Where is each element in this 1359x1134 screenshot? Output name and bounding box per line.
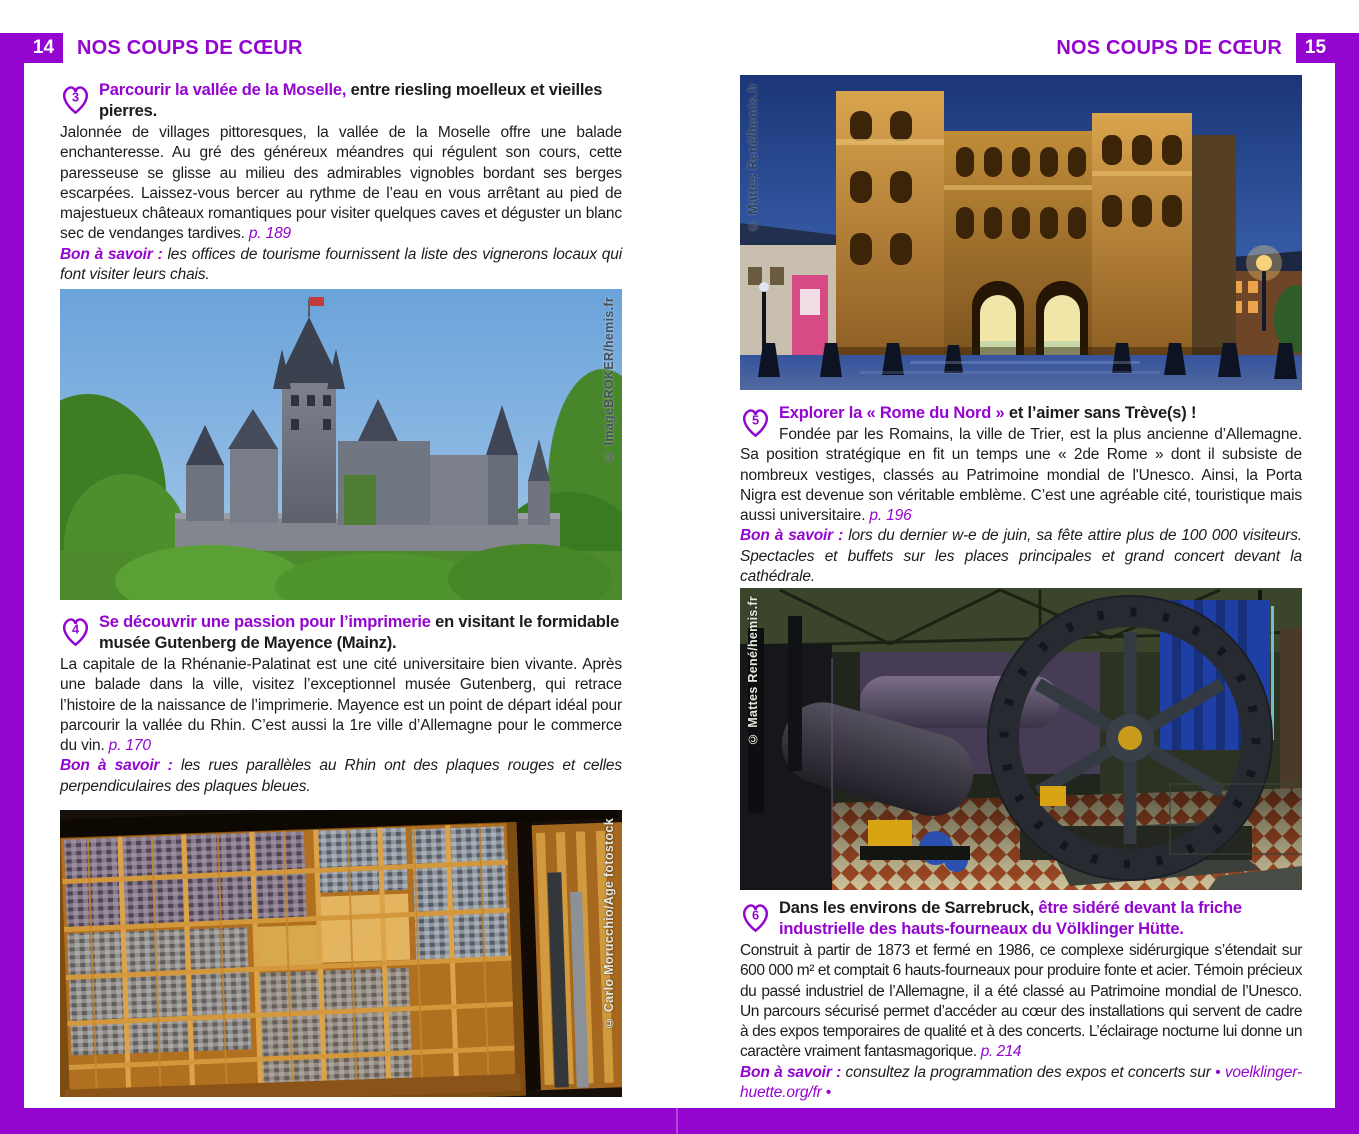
svg-text:4: 4 xyxy=(71,621,80,637)
item-5-title: Explorer la « Rome du Nord » et l’aimer sans Trève(s) ! xyxy=(779,404,1197,422)
porta-nigra-illustration xyxy=(740,75,1302,390)
item-5-tip: Bon à savoir : lors du dernier w-e de juin, sa fête attire plus de 100 000 visiteurs. Spectacles et buffets sur les places principales et grand concert devant la cathédrale. xyxy=(740,527,1302,586)
left-margin-bar xyxy=(0,33,24,1134)
item-4-tip: Bon à savoir : les rues parallèles au Rhin ont des plaques rouges et celles perpendiculaires des plaques bleues. xyxy=(60,757,622,795)
svg-text:5: 5 xyxy=(751,412,760,428)
page-number-left: 14 xyxy=(24,33,63,63)
item-3-title: Parcourir la vallée de la Moselle, entre riesling moelleux et vieilles pierres. xyxy=(99,81,603,120)
item-6-tip: Bon à savoir : consultez la programmation des expos et concerts sur • voelklinger-huette.org/fr • xyxy=(740,1063,1302,1102)
photo-credit: © Mattes René/hemis.fr xyxy=(746,596,760,746)
item-4-body: La capitale de la Rhénanie-Palatinat est une cité universitaire bien vivante. Après une balade dans la ville, visitez l’exceptionnel musée Gutenberg, qui retrace l’histoire de la naissance de l’imprimerie. Mayence est un point de départ idéal pour parcourir la vallée du Rhin. C’est aussi la 1re ville d’Allemagne pour le commerce du vin. p. 170 xyxy=(60,656,622,755)
item-6-body: Construit à partir de 1873 et fermé en 1986, ce complexe sidérurgique s’étendait sur 600 000 m² et comptait 6 hauts-fourneaux pour produire fonte et acier. Témoin précieux du passé industriel de l’Allemagne, il a été classé au Patrimoine mondial de l’Unesco. Un parcours sécurisé permet d’accéder au cœur des installations qui servent de cadre à des expos temporaires de qualité et à des concerts. L’éclairage nocturne lui donne un caractère vraiment fantasmagorique. p. 214 xyxy=(740,942,1302,1061)
svg-text:6: 6 xyxy=(751,907,760,923)
item-3-moselle xyxy=(60,80,622,285)
header-title-left: NOS COUPS DE CŒUR xyxy=(77,37,303,59)
page-ref: p. 214 xyxy=(980,1043,1022,1061)
item-4-gutenberg xyxy=(60,612,622,797)
voelklinger-photo xyxy=(740,588,1302,890)
castle-photo xyxy=(60,289,622,600)
porta-nigra-photo xyxy=(740,75,1302,390)
page-ref: p. 170 xyxy=(108,737,151,755)
svg-text:3: 3 xyxy=(71,89,80,105)
heart-6-icon xyxy=(740,900,771,934)
header-title-right: NOS COUPS DE CŒUR xyxy=(1056,37,1282,59)
item-5-trier xyxy=(740,403,1302,587)
website-link: • voelklinger-huette.org/fr • xyxy=(740,1063,1302,1102)
photo-credit: © Carlo Morucchio/Age fotostock xyxy=(602,818,616,1031)
page-ref: p. 196 xyxy=(869,507,912,525)
right-margin-bar xyxy=(1335,33,1359,1134)
heart-5-icon xyxy=(740,405,771,439)
item-6-title: Dans les environs de Sarrebruck, être sidéré devant la friche industrielle des hauts-fourneaux du Völklinger Hütte. xyxy=(779,899,1242,938)
type-cases-illustration xyxy=(60,810,622,1097)
machinery-illustration xyxy=(740,588,1302,890)
item-3-tip: Bon à savoir : les offices de tourisme fournissent la liste des vignerons locaux qui font visiter leurs chais. xyxy=(60,245,622,284)
item-6-voelklinger xyxy=(740,898,1302,1103)
castle-illustration xyxy=(60,289,622,600)
page-ref: p. 189 xyxy=(248,225,292,243)
item-5-body: Fondée par les Romains, la ville de Trier, est la plus ancienne d’Allemagne. Sa position stratégique en fit un temps une « 2de Rome » dont il subsiste de nombreux vestiges, classés au Patrimoine mondial de l'Unesco. Ainsi, la Porta Nigra est devenue son véritable emblème. C’est une agréable cité, touristique mais aussi universitaire. p. 196 xyxy=(740,426,1302,525)
printing-type-photo xyxy=(60,810,622,1097)
heart-3-icon xyxy=(60,82,91,116)
bottom-bar xyxy=(0,1108,1359,1134)
photo-credit: © Mattes René/hemis.fr xyxy=(746,83,760,233)
photo-credit: © ImageBROKER/hemis.fr xyxy=(602,297,616,464)
page-gutter-seam xyxy=(676,1108,678,1134)
page-number-right: 15 xyxy=(1296,33,1335,63)
item-3-body: Jalonnée de villages pittoresques, la vallée de la Moselle offre une balade enchanteresse. Au gré des généreux méandres qui régulent son cours, cette paresseuse se glisse au milieu des admirables vignobles bordant ses berges escarpées. Laissez-vous bercer au rythme de l’eau en vous arrêtant au pied de majestueux châteaux romantiques pour visiter quelques caves et déguster un blanc sec de vendanges tardives. p. 189 xyxy=(60,124,622,243)
item-4-title: Se découvrir une passion pour l’imprimerie en visitant le formidable musée Gutenberg de Mayence (Mainz). xyxy=(99,613,620,652)
heart-4-icon xyxy=(60,614,91,648)
